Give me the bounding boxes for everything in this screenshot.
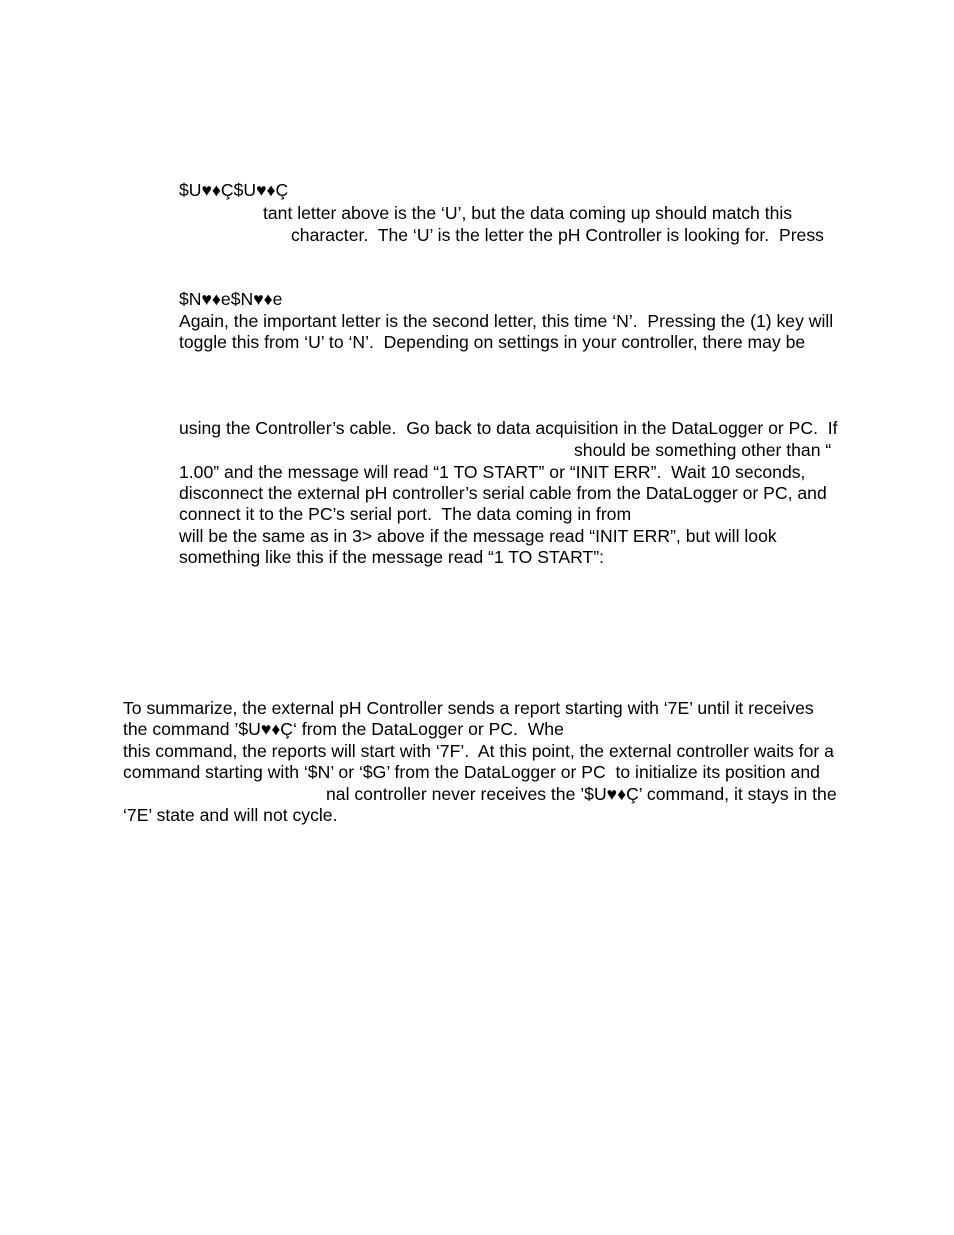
command-string-u: $U♥♦Ç$U♥♦Ç: [179, 180, 289, 200]
text-line: tant letter above is the ‘U’, but the data coming up should match this: [263, 203, 793, 223]
command-string-n: $N♥♦e$N♥♦e: [179, 289, 283, 309]
summary-line: ‘7E’ state and will not cycle.: [123, 805, 338, 825]
text-line: Again, the important letter is the second letter, this time ‘N’. Pressing the (1) key will: [179, 311, 834, 331]
text-line: character. The ‘U’ is the letter the pH Controller is looking for. Press: [291, 225, 824, 245]
text-line: disconnect the external pH controller’s serial cable from the DataLogger or PC, and: [179, 483, 827, 503]
summary-line: the command ’$U♥♦Ç‘ from the DataLogger or PC. Whe: [123, 719, 564, 739]
text-line: will be the same as in 3> above if the message read “INIT ERR”, but will look: [179, 526, 777, 546]
text-line: using the Controller’s cable. Go back to data acquisition in the DataLogger or PC. If: [179, 418, 838, 438]
text-line: connect it to the PC’s serial port. The data coming in from: [179, 504, 632, 524]
text-line: toggle this from ‘U’ to ‘N’. Depending on settings in your controller, there may be: [179, 332, 806, 352]
summary-line: this command, the reports will start with ‘7F’. At this point, the external controller waits for a: [123, 741, 834, 761]
summary-line: nal controller never receives the ’$U♥♦Ç’ command, it stays in the: [326, 784, 837, 804]
text-line: should be something other than “: [574, 440, 832, 460]
text-line: 1.00” and the message will read “1 TO START” or “INIT ERR”. Wait 10 seconds,: [179, 462, 806, 482]
text-line: something like this if the message read “1 TO START”:: [179, 547, 605, 567]
summary-line: command starting with ‘$N’ or ‘$G’ from the DataLogger or PC to initialize its position and: [123, 762, 820, 782]
summary-line: To summarize, the external pH Controller sends a report starting with ‘7E’ until it receives: [123, 698, 814, 718]
